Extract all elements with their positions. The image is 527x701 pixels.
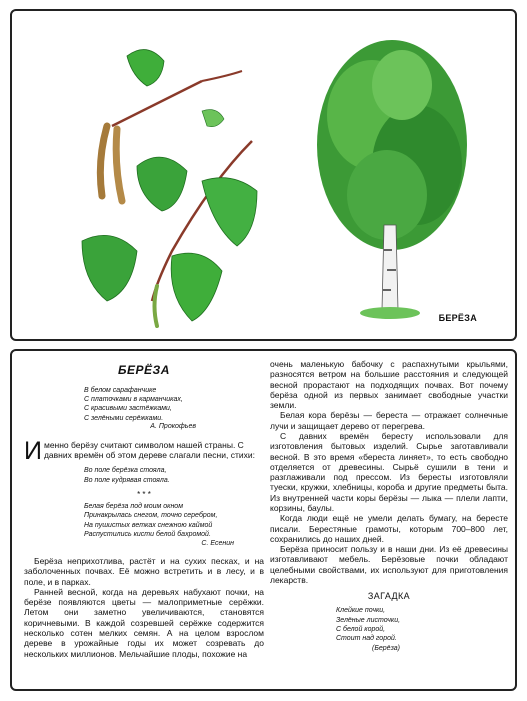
poem-line: Распустились кисти белой бахромой. bbox=[84, 531, 211, 539]
riddle-line: С белой корой, bbox=[336, 625, 386, 633]
poem-line: В белом сарафанчике bbox=[84, 386, 157, 394]
poem-author: С. Есенин bbox=[201, 539, 234, 547]
intro-paragraph bbox=[24, 436, 264, 465]
body-paragraph: Берёза приносит пользу и в наши дни. Из её древесины изготавливают мебель. Берёзовые почки обладают целебными свойствами, их используют для приготовления лекарств. bbox=[270, 544, 508, 585]
riddle-title: ЗАГАДКА bbox=[367, 591, 411, 602]
poem-prokofiev bbox=[84, 386, 264, 424]
body-paragraph: Когда люди ещё не умели делать бумагу, на бересте писали. Берестяные грамоты, которым 700–800 лет, сохранились до наших дней. bbox=[270, 513, 508, 544]
birch-tree-illustration bbox=[302, 25, 482, 325]
illustration-card bbox=[10, 9, 517, 341]
riddle-answer: (Берёза) bbox=[372, 644, 400, 652]
folk-song bbox=[84, 466, 264, 485]
body-paragraph: очень маленькую бабочку с распахнутыми крыльями, разносятся ветром на большие расстояния и следующей весной прорастают на подходящих почвах. Вот почему берёза одной из первых занимает свободные участки земли. bbox=[270, 359, 508, 411]
poem-line: С красивыми застёжками, bbox=[84, 405, 172, 413]
poem-line: На пушистых ветках снежною каймой bbox=[84, 521, 213, 529]
right-column bbox=[270, 359, 508, 653]
poem-line: Во поле кудрявая стояла. bbox=[84, 476, 170, 484]
body-paragraph: Берёза неприхотлива, растёт и на сухих песках, и на заболоченных почвах. Её можно встретить и в лесу, и в поле, и в парках. bbox=[24, 556, 264, 587]
intro-text: менно берёзу считают символом нашей страны. С давних времён об этом дереве слагали песни, стихи: bbox=[43, 439, 255, 461]
text-card bbox=[10, 349, 517, 691]
section-divider: * * * bbox=[137, 490, 151, 500]
body-paragraph: Ранней весной, когда на деревьях набухают почки, на берёзе появляются цветы — малоприметные серёжки. Летом они заметно увеличиваются, становятся коричневыми. В каждой созревшей серёжке содержится несколько сотен мелких семян. А на целом взрослом дереве в урожайные годы их может созревать до нескольких миллионов. Мельчайшие плоды, похожие на bbox=[24, 586, 264, 659]
riddle bbox=[336, 606, 508, 653]
riddle-line: Зелёные листочки, bbox=[336, 616, 401, 624]
left-column bbox=[24, 359, 264, 659]
poem-yesenin bbox=[84, 502, 264, 540]
poem-line: Во поле берёзка стояла, bbox=[84, 467, 167, 475]
body-paragraph: Белая кора берёзы — береста — отражает солнечные лучи и защищает дерево от перегрева. bbox=[270, 410, 508, 431]
article-title: БЕРЁЗА bbox=[118, 363, 170, 377]
drop-cap: И bbox=[24, 436, 42, 465]
birch-branch-illustration bbox=[52, 31, 282, 331]
poem-line: Принакрылась снегом, точно серебром, bbox=[84, 512, 218, 520]
body-paragraph: С давних времён бересту использовали для изготовления бытовых изделий. Сырье заготавливали весной. В это время «береста линяет», то есть свободно отделяется от древесины. Сырьё сушили в тени и разглаживали под прессом. Из бересты изготовляли туески, кружки, хлебницы, короба и другие предметы быта. Из внутренней части коры берёзы — лыка — плели лапти, корзины, баулы. bbox=[270, 430, 508, 513]
poem-line: Белая берёза под моим окном bbox=[84, 502, 184, 510]
riddle-line: Стоит над горой. bbox=[336, 635, 397, 643]
poem-line: С платочками в карманчиках, bbox=[84, 395, 183, 403]
poem-line: С зелёными серёжками. bbox=[84, 414, 164, 422]
riddle-line: Клейкие почки, bbox=[336, 607, 386, 615]
tree-label: БЕРЁЗА bbox=[438, 313, 477, 323]
poem-author: А. Прокофьев bbox=[150, 423, 196, 431]
